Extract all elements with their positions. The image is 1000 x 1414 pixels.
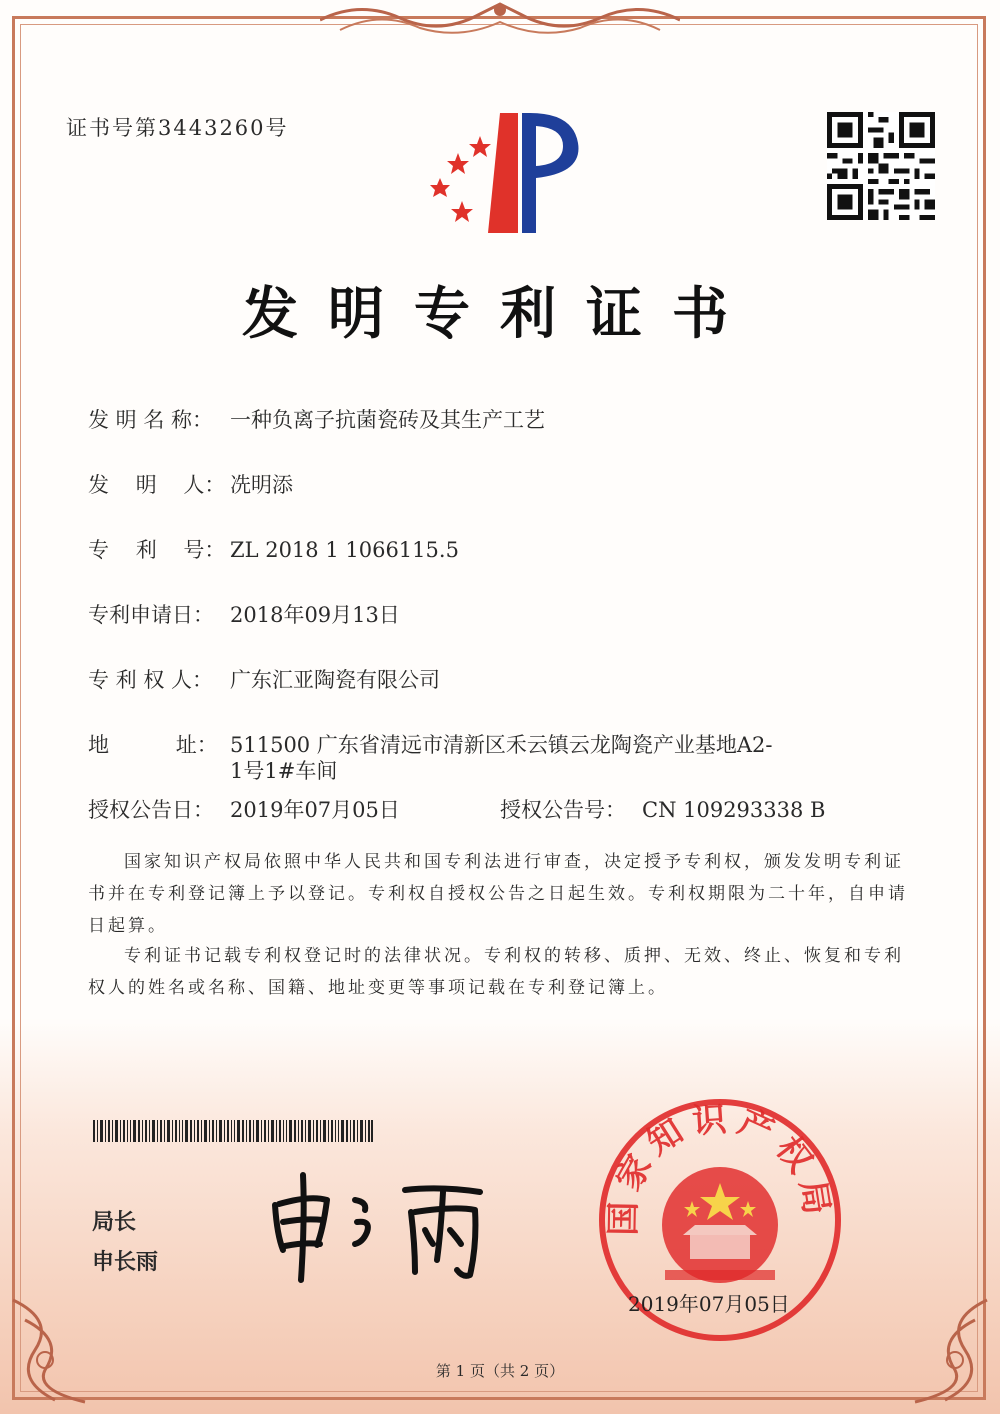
field-label: 专 利 权 人： xyxy=(88,668,214,692)
field-label: 发 明 名 称： xyxy=(88,408,214,432)
field-value: CN 109293338 B xyxy=(642,798,826,822)
field-value: 511500 广东省清远市清新区禾云镇云龙陶瓷产业基地A2-1号1#车间 xyxy=(230,733,773,783)
body-paragraph: 专利证书记载专利权登记时的法律状况。专利权的转移、质押、无效、终止、恢复和专利权人的姓名或名称、国籍、地址变更等事项记载在专利登记簿上。 xyxy=(88,946,904,998)
seal-date: 2019年07月05日 xyxy=(628,1292,790,1316)
qr-code-icon xyxy=(827,112,935,220)
director-name: 申长雨 xyxy=(92,1250,159,1275)
field-address xyxy=(88,732,773,783)
field-inventor xyxy=(88,472,293,498)
field-value: 一种负离子抗菌瓷砖及其生产工艺 xyxy=(230,408,545,432)
director-title: 局长 xyxy=(92,1210,137,1235)
field-value: 2018年09月13日 xyxy=(230,603,400,627)
svg-text:国家知识产权局: 国家知识产权局 xyxy=(603,1099,838,1236)
field-announcement-number xyxy=(500,797,826,823)
page-title: 发明专利证书 xyxy=(242,282,758,347)
field-application-date xyxy=(88,602,400,628)
field-patentee xyxy=(88,667,440,693)
field-label: 专 利 号： xyxy=(88,538,226,562)
field-grant-date xyxy=(88,797,400,823)
page-footer: 第 1 页（共 2 页） xyxy=(435,1362,565,1380)
field-value: 广东汇亚陶瓷有限公司 xyxy=(230,668,440,692)
field-value: 冼明添 xyxy=(230,473,293,497)
field-label: 授权公告日： xyxy=(88,798,214,822)
field-label: 发 明 人： xyxy=(88,473,226,497)
field-label: 授权公告号： xyxy=(500,798,626,822)
field-value: ZL 2018 1 1066115.5 xyxy=(230,538,459,562)
field-patent-number xyxy=(88,537,459,563)
field-label: 专利申请日： xyxy=(88,603,214,627)
bottom-right-ornament-icon xyxy=(885,1290,995,1410)
field-invention-name xyxy=(88,407,545,433)
cnipa-logo-icon xyxy=(418,108,588,238)
director-signature-icon xyxy=(265,1160,505,1290)
top-ornament-icon xyxy=(320,0,680,42)
bottom-left-ornament-icon xyxy=(5,1290,115,1410)
body-paragraph: 国家知识产权局依照中华人民共和国专利法进行审查，决定授予专利权，颁发发明专利证书并在专利登记簿上予以登记。专利权自授权公告之日起生效。专利权期限为二十年，自申请日起算。 xyxy=(88,852,908,936)
field-label: 地 址： xyxy=(88,733,218,757)
certificate-number: 证书号第3443260号 xyxy=(66,116,289,140)
field-value: 2019年07月05日 xyxy=(230,798,400,822)
barcode-icon xyxy=(93,1120,373,1142)
